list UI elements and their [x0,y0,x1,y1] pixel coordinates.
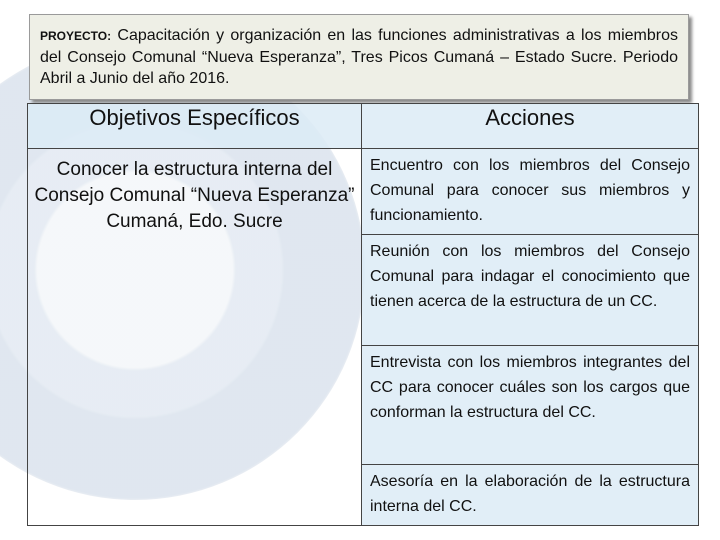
table-row [28,149,699,235]
table-header-row [28,104,699,149]
accion-cell-1: Encuentro con los miembros del Consejo Comunal para conocer sus miembros y funcionamiento. [362,149,699,235]
project-label: PROYECTO: [40,29,112,43]
accion-cell-2: Reunión con los miembros del Consejo Comunal para indagar el conocimiento que tienen acerca de la estructura de un CC. [362,235,699,346]
objetivo-cell: Conocer la estructura interna del Consejo Comunal “Nueva Esperanza” Cumaná, Edo. Sucre [28,149,362,526]
objectives-actions-table [27,103,699,526]
project-description: Capacitación y organización en las funciones administrativas a los miembros del Consejo Comunal “Nueva Esperanza”, Tres Picos Cumaná – Estado Sucre. Periodo Abril a Junio del año 2016. [40,27,678,87]
accion-cell-4: Asesoría en la elaboración de la estructura interna del CC. [362,465,699,526]
accion-cell-3: Entrevista con los miembros integrantes del CC para conocer cuáles son los cargos que conforman la estructura del CC. [362,346,699,465]
header-objetivos: Objetivos Específicos [28,104,362,149]
header-acciones: Acciones [362,104,699,149]
project-header-box [29,14,689,100]
